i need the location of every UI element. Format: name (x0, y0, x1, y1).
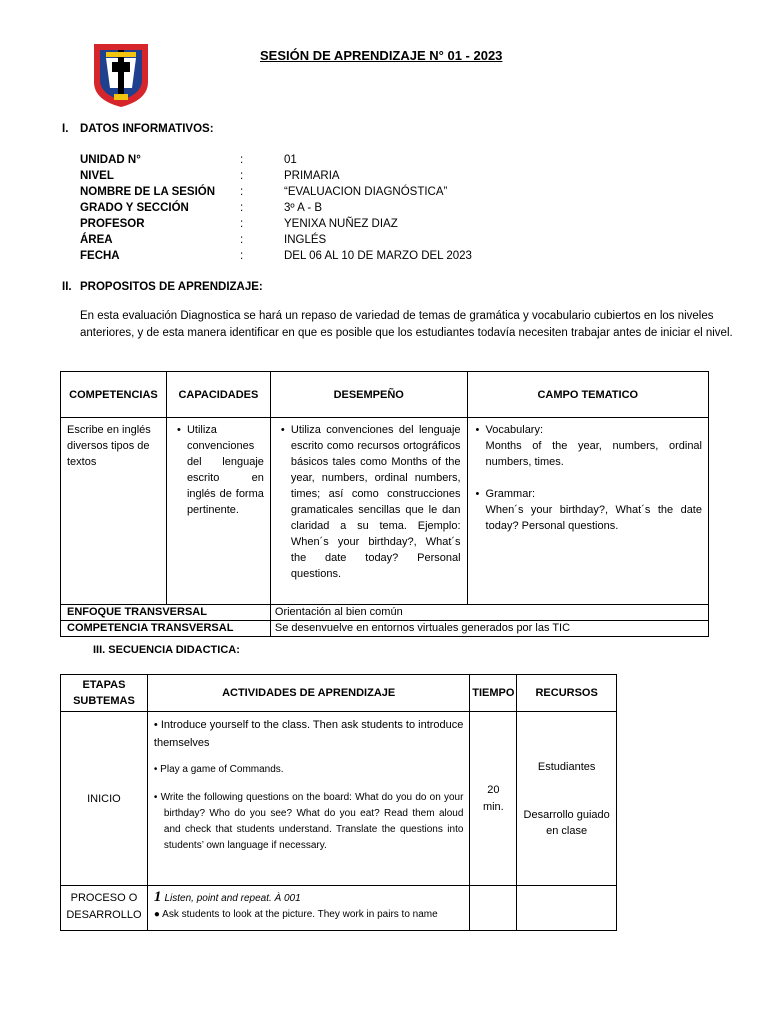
info-row (80, 186, 580, 202)
section1-title: DATOS INFORMATIVOS: (80, 123, 214, 135)
info-colon: : (240, 234, 244, 246)
info-value: PRIMARIA (284, 170, 340, 182)
competencia-transversal-label: COMPETENCIA TRANSVERSAL (61, 621, 271, 637)
cell-competencia (61, 418, 167, 605)
cell-proceso-activities (147, 886, 470, 931)
cell-inicio-tiempo (470, 712, 517, 886)
info-colon: : (240, 170, 244, 182)
info-value: DEL 06 AL 10 DE MARZO DEL 2023 (284, 250, 472, 262)
header-competencias: COMPETENCIAS (61, 372, 167, 418)
header-actividades: ACTIVIDADES DE APRENDIZAJE (147, 675, 470, 712)
info-colon: : (240, 250, 244, 262)
school-logo (92, 42, 150, 108)
info-value: INGLÉS (284, 234, 327, 246)
info-colon: : (240, 218, 244, 230)
info-label: NIVEL (80, 170, 114, 182)
info-colon: : (240, 186, 244, 198)
info-label: FECHA (80, 250, 120, 262)
competencia-text: Escribe en inglés diversos tipos de textos (67, 424, 151, 468)
header-etapas: ETAPAS SUBTEMAS (61, 675, 148, 712)
competencia-transversal-value: Se desenvuelve en entornos virtuales generados por las TIC (270, 621, 708, 637)
proceso-activity-2: ● Ask students to look at the picture. They work in pairs to name (153, 909, 438, 920)
cell-inicio-recursos (517, 712, 617, 886)
session-title: SESIÓN DE APRENDIZAJE N° 01 - 2023 (260, 48, 503, 63)
header-tiempo: TIEMPO (470, 675, 517, 712)
cell-desempeno (270, 418, 467, 605)
inicio-activity-3: • Write the following questions on the board: What do you do on your birthday? Who do you see? What do you eat? Read them aloud and check that students understand. Translate the questions into students’ own language if necessary. (153, 792, 464, 851)
info-row (80, 218, 580, 234)
info-row (80, 250, 580, 266)
info-label: ÁREA (80, 234, 113, 246)
info-value: “EVALUACION DIAGNÓSTICA” (284, 186, 448, 198)
cell-proceso-tiempo (470, 886, 517, 931)
info-value: YENIXA NUÑEZ DIAZ (284, 218, 398, 230)
inicio-activity-2: • Play a game of Commands. (153, 764, 284, 775)
competencies-table (60, 371, 709, 637)
info-value: 01 (284, 154, 297, 166)
info-row (80, 170, 580, 186)
info-label: NOMBRE DE LA SESIÓN (80, 186, 216, 198)
cell-inicio (61, 712, 148, 886)
vocab-text: Months of the year, numbers, ordinal numbers, times. (485, 440, 702, 468)
info-value: 3º A - B (284, 202, 323, 214)
cell-proceso-recursos (517, 886, 617, 931)
cell-campo-tematico (467, 418, 708, 605)
cell-inicio-activities (147, 712, 470, 886)
cell-proceso (61, 886, 148, 931)
info-row (80, 154, 580, 170)
inicio-tiempo: 20 min. (482, 783, 504, 813)
etapa-proceso: PROCESO O DESARROLLO (66, 892, 142, 921)
info-row (80, 234, 580, 250)
cell-capacidad (166, 418, 270, 605)
section3-title: III. SECUENCIA DIDACTICA: (93, 644, 240, 656)
info-label: GRADO Y SECCIÓN (80, 202, 189, 214)
capacidad-text: • Utiliza convenciones del lenguaje escrito en inglés de forma pertinente. (187, 422, 264, 518)
desempeno-text: • Utiliza convenciones del lenguaje escrito como recursos ortográficos básicos tales como Months of the year, numbers, ordinal numbers, times; así como construcciones gramaticales sencillas que le dan claridad a su tema. Ejemplo: When´s your birthday?, What´s the date today? Personal questions. (291, 422, 461, 582)
grammar-text: When´s your birthday?, What´s the date today? Personal questions. (485, 504, 702, 532)
header-capacidades: CAPACIDADES (166, 372, 270, 418)
header-campo-tematico: CAMPO TEMATICO (467, 372, 708, 418)
section2-number: II. (62, 281, 72, 293)
info-label: PROFESOR (80, 218, 145, 230)
info-colon: : (240, 202, 244, 214)
inicio-activity-1: • Introduce yourself to the class. Then ask students to introduce themselves (153, 719, 464, 749)
sequence-table (60, 674, 617, 931)
activity-number: 1 (153, 889, 162, 905)
info-label: UNIDAD N° (80, 154, 141, 166)
enfoque-value: Orientación al bien común (270, 605, 708, 621)
info-colon: : (240, 154, 244, 166)
purpose-paragraph: En esta evaluación Diagnostica se hará un repaso de variedad de temas de gramática y vocabulario cubiertos en los niveles anteriores, y de esta manera identificar en que es posible que los estudiantes todavía necesiten trabajar antes de iniciar el nivel. (80, 310, 733, 339)
grammar-title: • Grammar: (486, 486, 702, 502)
section2-title: PROPOSITOS DE APRENDIZAJE: (80, 281, 263, 293)
recurso-estudiantes: Estudiantes (537, 760, 596, 773)
proceso-activity-1: 1 Listen, point and repeat. À 001 (153, 889, 301, 905)
header-recursos: RECURSOS (517, 675, 617, 712)
header-desempeno: DESEMPEÑO (270, 372, 467, 418)
vocab-title: • Vocabulary: (486, 422, 702, 438)
enfoque-label: ENFOQUE TRANSVERSAL (61, 605, 271, 621)
info-row (80, 202, 580, 218)
recurso-desarrollo: Desarrollo guiado en clase (523, 808, 610, 837)
etapa-inicio: INICIO (87, 792, 121, 805)
section1-number: I. (62, 123, 69, 135)
